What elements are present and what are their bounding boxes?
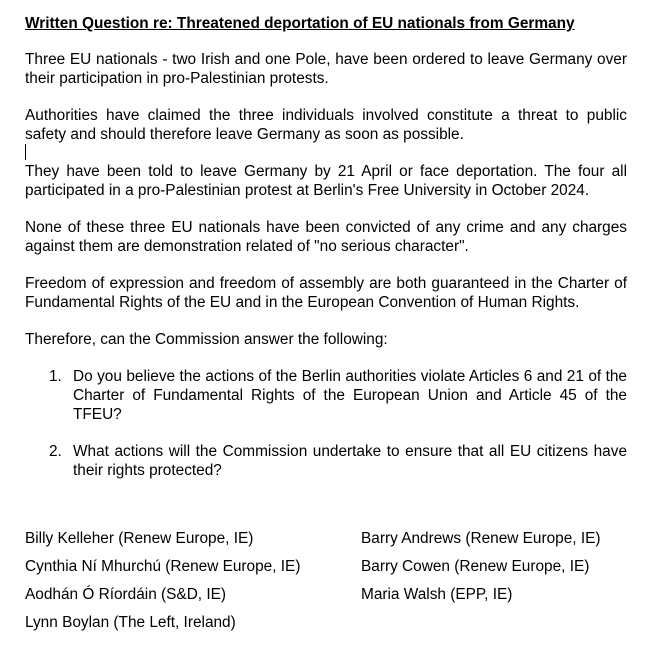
question-number: 1. [49,368,62,385]
signatory-name: Cynthia Ní Mhurchú (Renew Europe, IE) [25,558,301,575]
paragraph-freedoms: Freedom of expression and freedom of assembly are both guaranteed in the Charter of Fundamental Rights of the EU and in the European Convention of Human Rights. [25,275,627,311]
text-cursor [25,144,26,160]
signatory-name: Billy Kelleher (Renew Europe, IE) [25,530,254,547]
document-body[interactable] [25,10,627,498]
signatory-name: Barry Andrews (Renew Europe, IE) [361,530,601,547]
paragraph-authorities: Authorities have claimed the three individuals involved constitute a threat to public safety and should therefore leave Germany as soon as possible. [25,107,627,143]
question-text: What actions will the Commission undertake to ensure that all EU citizens have their rights protected? [73,443,627,479]
question-number: 2. [49,443,62,460]
signatory-name: Maria Walsh (EPP, IE) [361,586,513,603]
paragraph-deadline: They have been told to leave Germany by 21 April or face deportation. The four all participated in a pro-Palestinian protest at Berlin's Free University in October 2024. [25,163,627,199]
signatory-name: Barry Cowen (Renew Europe, IE) [361,558,590,575]
question-text: Do you believe the actions of the Berlin authorities violate Articles 6 and 21 of the Charter of Fundamental Rights of the European Union and Article 45 of the TFEU? [73,368,627,423]
document-title: Written Question re: Threatened deportation of EU nationals from Germany [25,15,575,32]
paragraph-no-conviction: None of these three EU nationals have been convicted of any crime and any charges against them are demonstration related of "no serious character". [25,219,627,255]
signatories-left-column [25,529,300,641]
paragraph-intro: Three EU nationals - two Irish and one Pole, have been ordered to leave Germany over their participation in pro-Palestinian protests. [25,51,627,87]
paragraph-therefore: Therefore, can the Commission answer the following: [25,331,388,348]
signatory-name: Aodhán Ó Ríordáin (S&D, IE) [25,586,227,603]
signatory-name: Lynn Boylan (The Left, Ireland) [25,614,236,631]
signatories-right-column [361,529,601,613]
question-item [25,367,627,424]
question-list [25,367,627,480]
question-item [25,442,627,480]
